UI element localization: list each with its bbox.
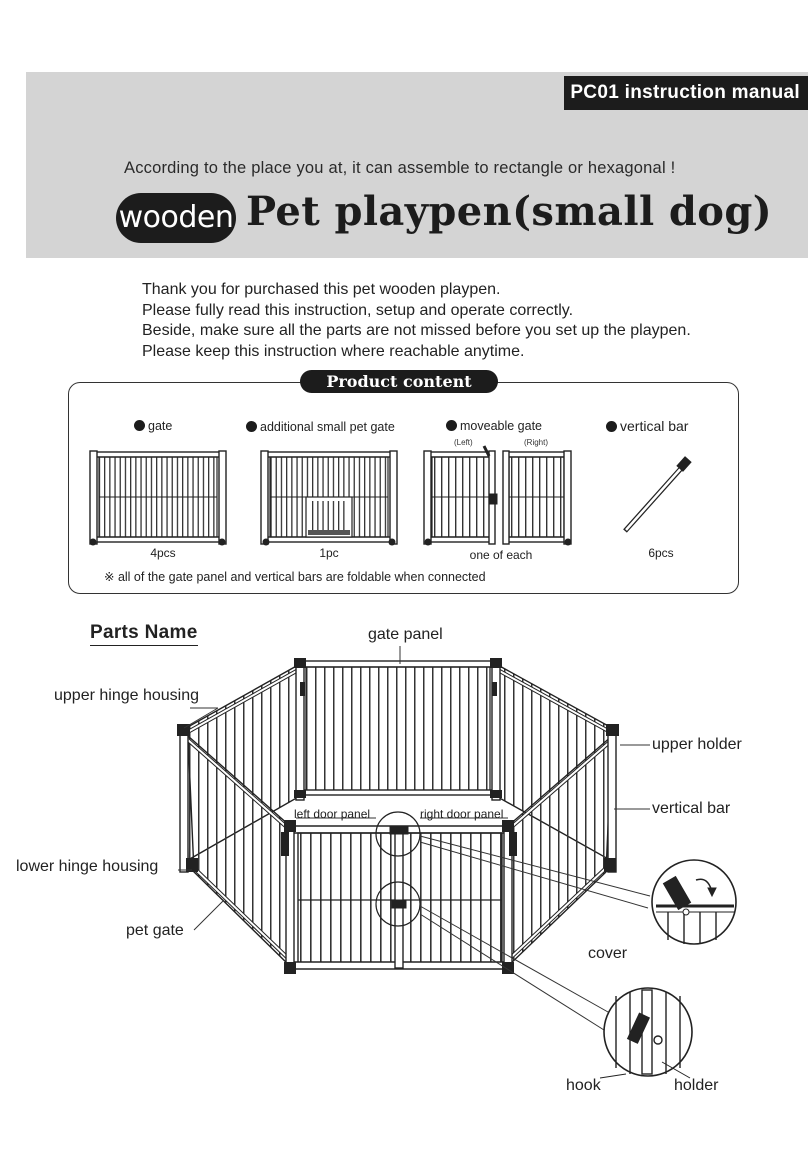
label-upper-hinge-housing: upper hinge housing bbox=[54, 687, 200, 704]
label-upper-holder: upper holder bbox=[652, 736, 742, 753]
label-pet-gate: pet gate bbox=[126, 922, 184, 939]
item-gate-qty: 4pcs bbox=[150, 546, 176, 560]
intro-line: Please keep this instruction where reachable anytime. bbox=[142, 342, 525, 360]
moveable-left-note: (Left) bbox=[454, 438, 473, 447]
product-content-title: Product content bbox=[300, 370, 498, 393]
cover-detail bbox=[652, 860, 736, 944]
item-small-gate-qty: 1pc bbox=[319, 546, 339, 560]
label-cover: cover bbox=[588, 945, 628, 962]
item-vertical-bar-qty: 6pcs bbox=[648, 546, 674, 560]
label-lower-hinge-housing: lower hinge housing bbox=[16, 858, 159, 875]
label-right-door-panel: right door panel bbox=[420, 807, 504, 821]
item-vertical-bar-label: vertical bar bbox=[606, 418, 688, 434]
label-left-door-panel: left door panel bbox=[294, 807, 371, 821]
manual-tag: PC01 instruction manual bbox=[564, 76, 808, 110]
intro-line: Beside, make sure all the parts are not missed before you set up the playpen. bbox=[142, 322, 691, 339]
label-hook: hook bbox=[566, 1077, 601, 1094]
foldable-footnote: ※ all of the gate panel and vertical bars are foldable when connected bbox=[104, 570, 486, 584]
item-small-gate-label: additional small pet gate bbox=[246, 420, 395, 434]
intro-line: Please fully read this instruction, setup and operate correctly. bbox=[142, 301, 574, 319]
front-door-panels bbox=[292, 826, 508, 969]
subtitle: According to the place you at, it can assemble to rectangle or hexagonal ! bbox=[124, 159, 676, 177]
intro-line: Thank you for purchased this pet wooden playpen. bbox=[142, 281, 501, 298]
hook-holder-detail bbox=[600, 988, 692, 1078]
page-title: Pet playpen(small dog) bbox=[246, 188, 773, 235]
item-gate-label: gate bbox=[134, 419, 172, 433]
label-vertical-bar: vertical bar bbox=[652, 800, 731, 817]
item-moveable-gate-qty: one of each bbox=[469, 548, 533, 562]
wooden-badge: wooden bbox=[116, 193, 236, 243]
item-moveable-gate-label: moveable gate bbox=[446, 419, 542, 433]
parts-name-heading: Parts Name bbox=[90, 622, 198, 646]
back-gate-panel bbox=[302, 661, 494, 795]
label-holder: holder bbox=[674, 1077, 719, 1094]
label-gate-panel: gate panel bbox=[368, 626, 443, 643]
moveable-right-note: (Right) bbox=[524, 438, 549, 447]
